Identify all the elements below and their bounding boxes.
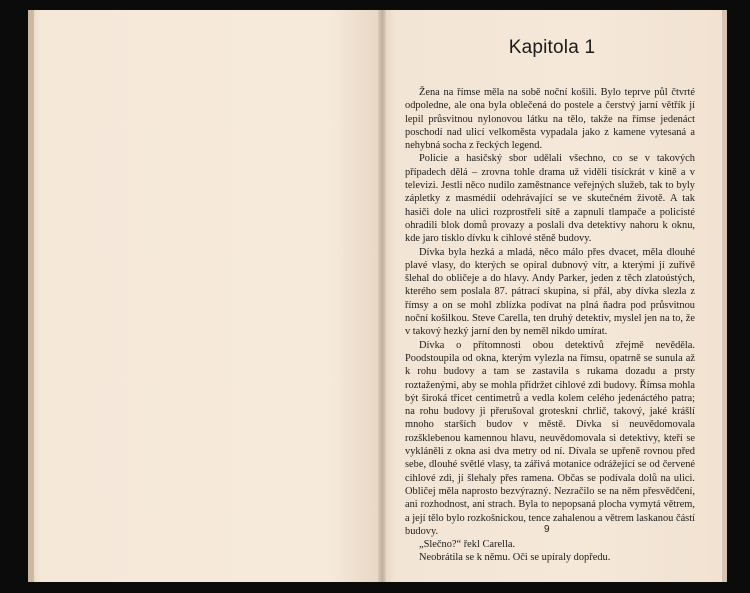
right-page-edge	[722, 10, 727, 582]
paragraph: Dívka byla hezká a mladá, něco málo přes dvacet, měla dlouhé plavé vlasy, do kterých se opíral dubnový vítr, a kterými jí zuřivě šlehal do obličeje a do hlavy. Andy Parker, jeden z těch zlatoústých, kterého sem poslala 87. pátrací skupina, si přál, aby dívka slezla z římsy a on se mohl zblízka podívat na plná ňadra pod průsvitnou noční košilkou. Steve Carella, ten druhý detektiv, myslel jen na to, že v takový hezký jarní den by neměl nikdo umírat.	[405, 246, 695, 338]
left-page-blank	[30, 10, 383, 582]
left-page-edge	[28, 10, 34, 582]
paragraph: Žena na římse měla na sobě noční košili. Bylo teprve půl čtvrté odpoledne, ale ona byla oblečená do postele a čerstvý jarní větřík jí lepil průsvitnou nylonovou látku na tělo, takže na římse jedenáct poschodí nad ulicí velkoměsta vypadala jako z kamene vytesaná a nehybná socha z řeckých legend.	[405, 87, 695, 152]
book-gutter	[378, 10, 386, 582]
chapter-body-text	[405, 86, 695, 565]
paragraph: Policie a hasičský sbor udělali všechno, co se v takových případech dělá – zrovna tohle drama už viděli tisíckrát v kině a v televizi. Jestli něco nudilo zaměstnance veřejných služeb, tak to byly zápletky z masmédií odehrávající se ve skutečném životě. A tak hasiči dole na ulici rozprostřeli sítě a zapnuli tlampače a policisté ohradili blok domů provazy a poslali dva detektivy nahoru k oknu, kde jaro tisklo dívku k cihlové stěně budovy.	[405, 153, 695, 245]
paragraph: Neobrátila se k němu. Oči se upíraly dopředu.	[419, 552, 611, 564]
paragraph: „Slečno?“ řekl Carella.	[419, 539, 516, 551]
page-number: 9	[544, 524, 550, 535]
chapter-title: Kapitola 1	[508, 37, 596, 58]
paragraph: Dívka o přítomnosti obou detektivů zřejmě nevěděla. Poodstoupila od okna, kterým vylezla na římsu, opatrně se sunula až k rohu budovy a tam se zastavila s rukama dozadu a prsty roztaženými, aby se mohla přidržet cihlové zdi budovy. Římsa mohla být široká třicet centimetrů a vedla kolem celého jedenáctého patra; na rohu budovy ji přerušoval groteskní chrlič, takový, jaké krášlí mnoho starších budov v městě. Dívka si neuvědomovala rozšklebenou kamennou hlavu, neuvědomovala si detektivy, kteří se vykláněli z okna asi dva metry od ní. Dívala se upřeně rovnou před sebe, dlouhé světlé vlasy, ta zářivá motanice odrážející se od červené cihlové zdi, jí šlehaly přes ramena. Občas se podívala dolů na ulici. Obličej měla naprosto bezvýrazný. Nezračilo se na něm přesvědčení, ani rozhodnost, ani strach. Byla to nepopsaná plocha vymytá větrem, a její tělo bylo rozkošnickou, tence zahalenou a větrem laskanou částí budovy.	[405, 339, 695, 537]
